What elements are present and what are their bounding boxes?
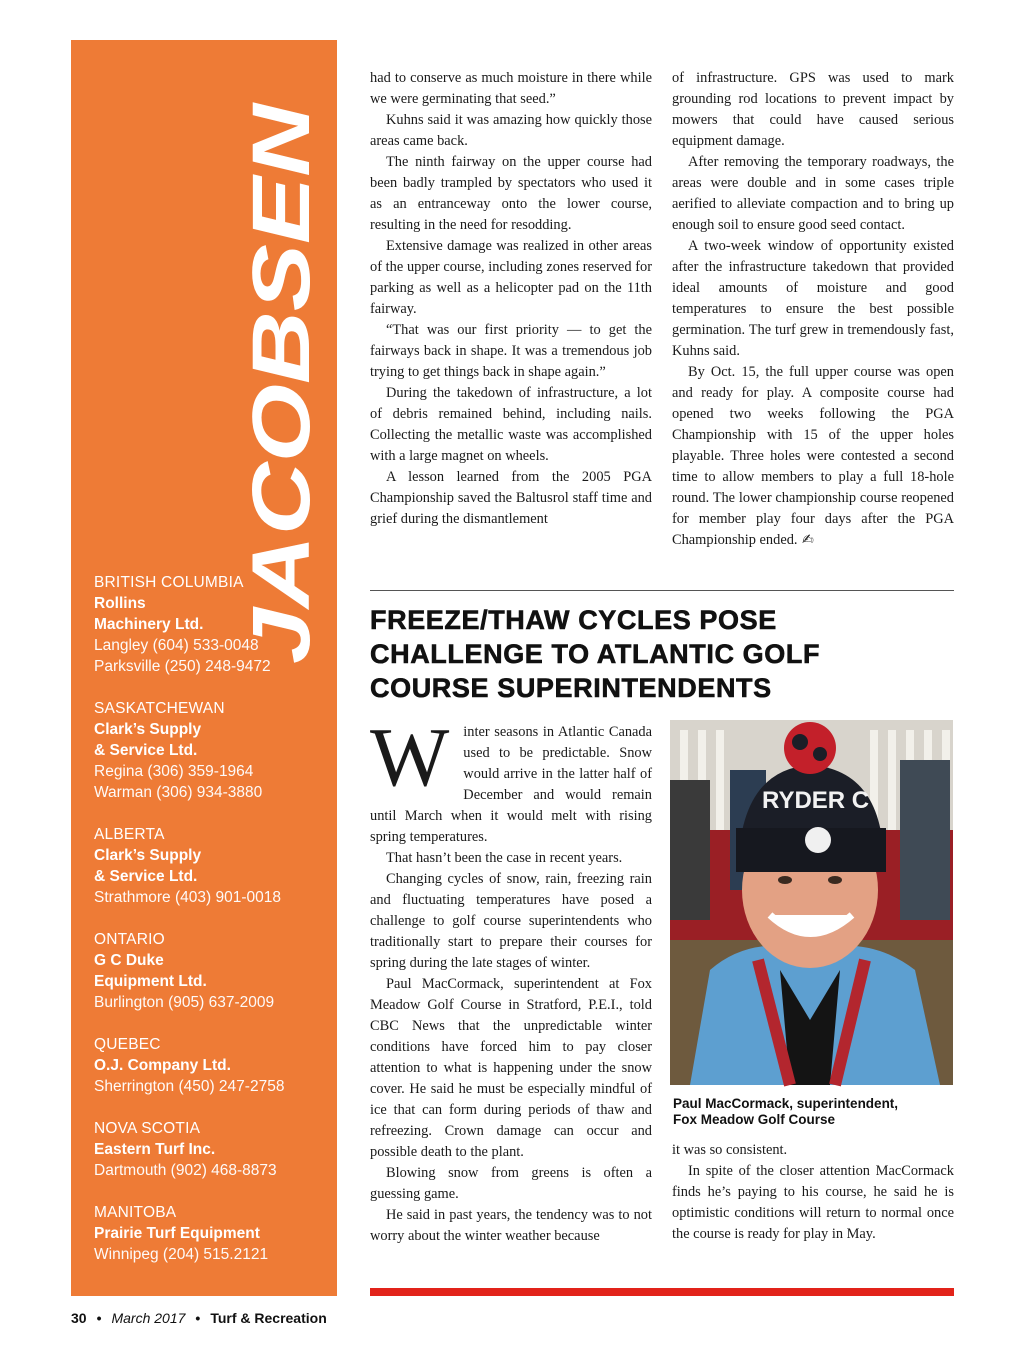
paragraph: He said in past years, the tendency was to not worry about the winter weather because <box>370 1207 652 1244</box>
dealer-phone: Sherrington (450) 247-2758 <box>94 1078 285 1095</box>
dealer-province: QUEBEC <box>94 1036 161 1053</box>
headline-line: CHALLENGE TO ATLANTIC GOLF <box>370 639 821 669</box>
dealer-name: & Service Ltd. <box>94 742 198 759</box>
dealer-entry <box>94 1118 334 1181</box>
paragraph: By Oct. 15, the full upper course was open and ready for play. A composite course had opened two weeks following the PGA Championship with 15 of the upper holes playable. Three holes were contested a second time to allow members to play a full 18-hole round. The lower championship course reopened for member play four days after the PGA Championship ended. ✍ <box>672 364 954 548</box>
paragraph: In spite of the closer attention MacCormack finds he’s paying to his course, he said he is optimistic conditions will return to normal once the course is ready for play in May. <box>672 1163 954 1242</box>
paragraph: Kuhns said it was amazing how quickly those areas came back. <box>370 112 652 149</box>
dealer-entry <box>94 1202 334 1265</box>
dealer-name: Eastern Turf Inc. <box>94 1141 216 1158</box>
dealer-phone: Regina (306) 359-1964 <box>94 763 254 780</box>
headline-line: COURSE SUPERINTENDENTS <box>370 673 772 703</box>
article1-left-column <box>370 68 652 530</box>
paragraph: Blowing snow from greens is often a guessing game. <box>370 1165 652 1202</box>
dealer-phone: Burlington (905) 637-2009 <box>94 994 275 1011</box>
bullet: • <box>96 1310 102 1326</box>
headline-line: FREEZE/THAW CYCLES POSE <box>370 605 777 635</box>
paragraph: it was so consistent. <box>672 1142 788 1158</box>
caption-line: Paul MacCormack, superintendent, <box>673 1096 899 1111</box>
footer-accent-bar <box>370 1288 954 1296</box>
paragraph: Extensive damage was realized in other areas of the upper course, including zones reserved for parking as well as a helicopter pad on the 11th fairway. <box>370 238 652 317</box>
dealer-name: Rollins <box>94 595 146 612</box>
page-footer <box>71 1310 327 1326</box>
lead-paragraph-text: inter seasons in Atlantic Canada used to be predictable. Snow would arrive in the latter half of December and would remain until March when it would melt with rising spring temperatures. <box>370 724 652 845</box>
paragraph: Changing cycles of snow, rain, freezing rain and fluctuating temperatures have posed a challenge to golf course superintendents who traditionally start to prepare their courses for spring during the late stages of winter. <box>370 871 652 971</box>
dealer-advertisement <box>71 40 350 1296</box>
dealer-name: Clark’s Supply <box>94 721 202 738</box>
article2-headline <box>370 603 960 705</box>
bullet: • <box>195 1310 201 1326</box>
section-divider <box>370 590 954 591</box>
dealer-name: O.J. Company Ltd. <box>94 1057 231 1074</box>
dealer-phone: Winnipeg (204) 515.2121 <box>94 1246 269 1263</box>
photo-caption <box>673 1096 958 1128</box>
dealer-province: NOVA SCOTIA <box>94 1120 201 1137</box>
dealer-phone: Parksville (250) 248-9472 <box>94 658 271 675</box>
paragraph: During the takedown of infrastructure, a lot of debris remained behind, including nails. Collecting the metallic waste was accomplished with a large magnet on wheels. <box>370 385 652 464</box>
issue-date: March 2017 <box>111 1310 186 1326</box>
dealer-name: Machinery Ltd. <box>94 616 204 633</box>
dealer-phone: Langley (604) 533-0048 <box>94 637 259 654</box>
paragraph: had to conserve as much moisture in there while we were germinating that seed.” <box>370 70 652 107</box>
end-of-article-icon: ✍ <box>797 532 814 548</box>
lead-paragraph <box>370 711 652 848</box>
dealer-phone: Strathmore (403) 901-0018 <box>94 889 281 906</box>
dealer-name: & Service Ltd. <box>94 868 198 885</box>
dealer-entry <box>94 1034 334 1097</box>
paragraph: That hasn’t been the case in recent years. <box>386 850 623 866</box>
dealer-name: Equipment Ltd. <box>94 973 207 990</box>
dealer-name: G C Duke <box>94 952 164 969</box>
dealer-entry <box>94 929 334 1013</box>
dealer-province: BRITISH COLUMBIA <box>94 574 244 591</box>
dealer-list <box>94 572 334 1286</box>
paragraph: A two-week window of opportunity existed after the infrastructure takedown that provided ideal amounts of moisture and good temperatures to ensure the best possible germination. The turf grew in tremendously fast, Kuhns said. <box>672 238 954 359</box>
portrait-photo <box>670 720 953 1085</box>
publication-name: Turf & Recreation <box>210 1310 327 1326</box>
drop-cap: W <box>370 711 450 804</box>
dealer-entry <box>94 698 334 803</box>
caption-line: Fox Meadow Golf Course <box>673 1112 836 1127</box>
dealer-province: ONTARIO <box>94 931 165 948</box>
paragraph: Paul MacCormack, superintendent at Fox Meadow Golf Course in Stratford, P.E.I., told CBC News that the unpredictable winter conditions have forced him to pay closer attention to what is happening under the snow cover. He said he must be especially mindful of ice that can form during periods of thaw and refreezing. Crown damage can occur and possible death to the plant. <box>370 976 652 1160</box>
paragraph: A lesson learned from the 2005 PGA Championship saved the Baltusrol staff time and grief during the dismantlement <box>370 469 652 527</box>
article1-right-column <box>672 68 954 551</box>
dealer-name: Clark’s Supply <box>94 847 202 864</box>
dealer-province: SASKATCHEWAN <box>94 700 225 717</box>
registered-mark: ® <box>337 101 350 116</box>
logo-text: JACOBSEN <box>236 208 327 664</box>
hat-text: RYDER C <box>762 787 870 814</box>
article2-right-column <box>672 1140 954 1245</box>
dealer-province: MANITOBA <box>94 1204 177 1221</box>
paragraph: “That was our first priority — to get the fairways back in shape. It was a tremendous job trying to get things back in shape again.” <box>370 322 652 380</box>
page-number: 30 <box>71 1310 87 1326</box>
dealer-province: ALBERTA <box>94 826 165 843</box>
paragraph: After removing the temporary roadways, the areas were double and in some cases triple aerified to alleviate compaction and to bring up enough soil to ensure good seed contact. <box>672 154 954 233</box>
dealer-name: Prairie Turf Equipment <box>94 1225 260 1242</box>
dealer-phone: Warman (306) 934-3880 <box>94 784 263 801</box>
dealer-entry <box>94 572 334 677</box>
dealer-phone: Dartmouth (902) 468-8873 <box>94 1162 277 1179</box>
paragraph: The ninth fairway on the upper course had been badly trampled by spectators who used it as an entranceway onto the lower course, resulting in the need for resodding. <box>370 154 652 233</box>
dealer-entry <box>94 824 334 908</box>
article2-left-column <box>370 711 652 1247</box>
paragraph: of infrastructure. GPS was used to mark grounding rod locations to prevent impact by mowers that could have caused serious equipment damage. <box>672 70 954 149</box>
